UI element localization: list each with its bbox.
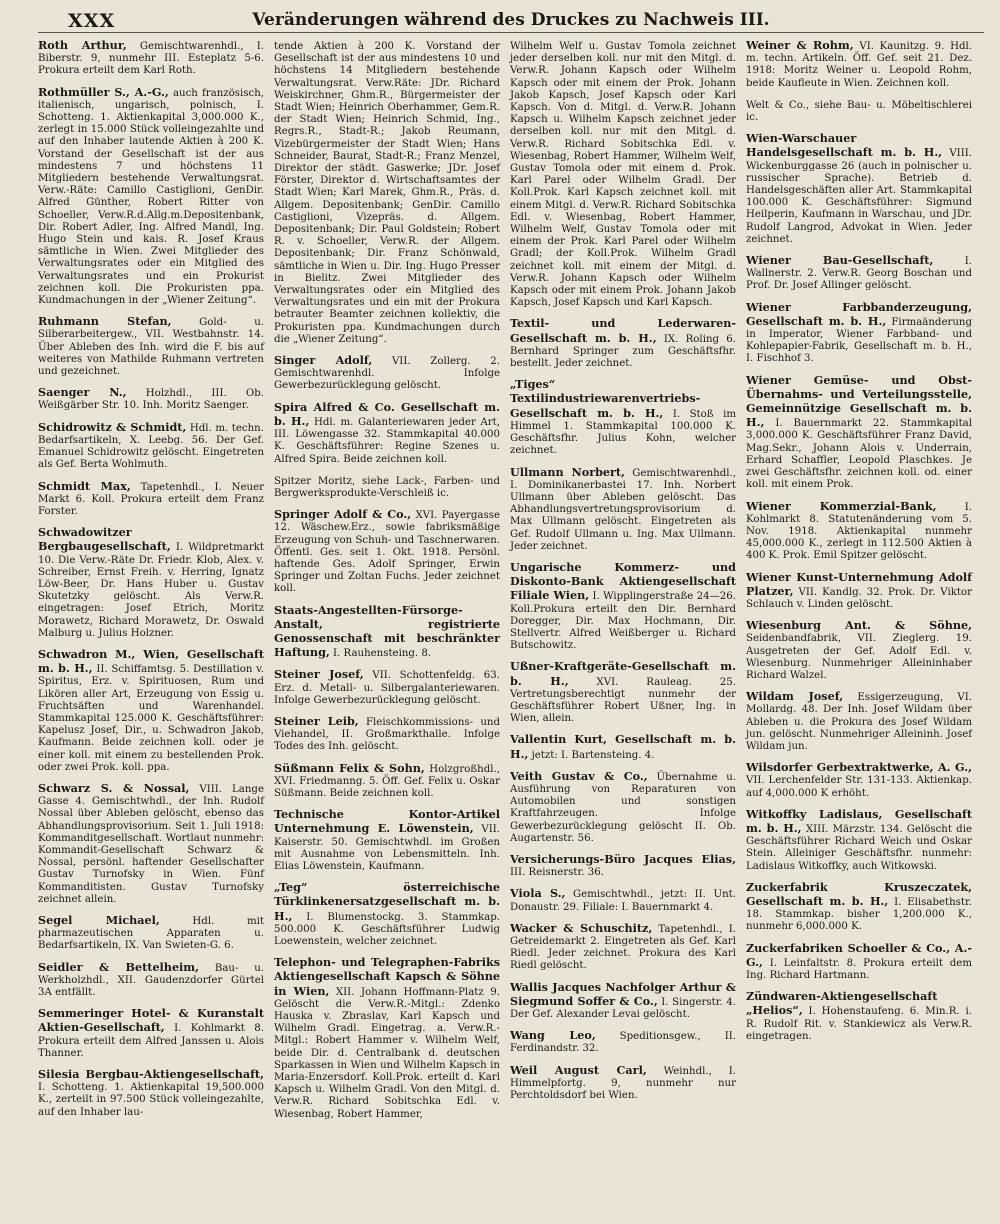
registry-entry: [510, 39, 736, 309]
entry-name: Wiener Kommerzial-Bank,: [746, 498, 937, 513]
registry-entry: [38, 315, 264, 378]
entry-text: VII. Lerchenfelder Str. 131-133. Aktienkap. auf 4,000.000 K erhöht.: [746, 775, 972, 799]
entry-text: VI. Kaunitzg. 9. Hdl. m. techn. Artikeln. Öff. Gef. seit 21. Dez. 1918: Moritz Weiner u. Leopold Rohm, beide Kaufleute in Wien. Zeichnen koll.: [746, 41, 972, 89]
registry-entry: [38, 648, 264, 774]
entry-name: Ruhmann Stefan,: [38, 314, 172, 329]
registry-entry: [746, 132, 972, 246]
registry-entry: [274, 354, 500, 393]
registry-entry: [274, 762, 500, 801]
entry-text: Wilhelm Welf u. Gustav Tomola zeichnet jeder derselben koll. nur mit den Mitgl. d. Verw.R. Johann Kapsch oder Wilhelm Kapsch oder mit einem der Prok. Johann Jakob Kapsch, Josef Kapsch oder Karl Kapsch. Von d. Mitgl. d. Verw.R. Johann Kapsch u. Wilhelm Kapsch zeichnet jeder derselben koll. nur mit den Mitgl. d. Verw.R. Richard Sobitschka Edl. v. Wiesenbag, Robert Hammer, Wilhelm Welf, Gustav Tomola oder mit einem d. Prok. Karl Parel oder Wilhelm Gradl. Der Koll.Prok. Karl Kapsch zeichnet koll. mit einem Mitgl. d. Verw.R. Richard Sobitschka Edl. v. Wiesenbag, Robert Hammer, Wilhelm Welf, Gustav Tomola oder mit einem der Prok. Karl Parel oder Wilhelm Gradl; der Koll.Prok. Wilhelm Gradl zeichnet koll. mit einem der Mitgl. d. Verw.R. Johann Kapsch oder Wilhelm Kapsch oder mit einem Prok. Johann Jakob Kapsch, Josef Kapsch und Karl Kapsch.: [510, 41, 736, 309]
entry-text: Gemischtwarenhdl., I. Biberstr. 9, nunmehr III. Esteplatz 5-6. Prokura erteilt dem Karl Roth.: [38, 41, 264, 77]
entry-text: Tapetenhdl., I. Getreidemarkt 2. Eingetreten als Gef. Karl Riedl. Jeder zeichnet. Prokura des Karl Riedl gelöscht.: [510, 923, 736, 972]
entry-text: I. Wildpretmarkt 10. Die Verw.-Räte Dr. Friedr. Klob, Alex. v. Schreiber, Ernst Freih. v. Herring, Ignatz Löw-Beer, Dr. Hans Huber u. Gustav Skutetzky gelöscht. Als Verw.R. eingetragen: Josef Etrich, Moritz Morawetz, Richard Morawetz, Dr. Oswald Malburg u. Julius Holzner.: [38, 542, 264, 639]
entry-text: I. Elisabethstr. 18. Stammkap. bisher 1,200.000 K., nunmehr 6,000.000 K.: [746, 896, 972, 933]
entry-text: VII. Zollerg. 2. Gemischtwarenhdl. Infolge Gewerbezurücklegung gelöscht.: [274, 356, 501, 392]
entry-text: jetzt: I. Bartensteing. 4.: [528, 749, 655, 761]
registry-entry: [510, 1029, 736, 1055]
entry-text: Gemischtwhdl., jetzt: II. Unt. Donaustr. 29. Filiale: I. Bauernmarkt 4.: [510, 889, 737, 913]
registry-entry: [746, 942, 972, 983]
entry-text: Hdl. m. techn. Bedarfsartikeln, X. Leebg. 56. Der Gef. Emanuel Schidrowitz gelöscht. Eingetreten als Gef. Berta Wohlmuth.: [38, 422, 264, 471]
entry-name: Steiner Josef,: [274, 667, 364, 682]
entry-text: Holzhdl., III. Ob. Weißgärber Str. 10. Inh. Moritz Saenger.: [38, 388, 264, 412]
entry-text: I. Kohlmarkt 8. Prokura erteilt dem Alfred Janssen u. Alois Thanner.: [38, 1023, 264, 1059]
entry-text: XIII. Märzstr. 134. Gelöscht die Geschäftsführer Richard Weich und Oskar Stein. Alleiniger Geschäftsfhr. nunmehr: Ladislaus Witkoffky, auch Witkowski.: [746, 823, 972, 872]
entry-name: Vallentin Kurt, Gesellschaft m. b. H.,: [510, 732, 736, 761]
entry-text: XII. Johann Hoffmann-Platz 9. Gelöscht die Verw.R.-Mitgl.: Zdenko Hauska v. Zbraslav, Karl Kapsch und Wilhelm Gradl. Eingetrag. a. Verw.R.-Mitgl.: Robert Hammer v. Wilhelm Welf, beide Dir. d. Centralbank d. deutschen Sparkassen in Wien und Wilhelm Kapsch in Maria-Enzersdorf. Koll.Prok. erteilt d. Karl Kapsch u. Wilhelm Gradl. Von den Mitgl. d. Verw.R. Richard Sobitschka Edl. v. Wiesenbag, Robert Hammer,: [274, 986, 500, 1120]
entry-text: Bau- u. Werkholzhdl., XII. Gaudenzdorfer Gürtel 3A entfällt.: [38, 962, 264, 999]
entry-name: „Teg“ österreichische Türklinkenersatzgesellschaft m. b. H.,: [274, 880, 500, 923]
entry-text: I. Stoß im Himmel 1. Stammkapital 100.000 K. Geschäftsfhr. Julius Kohn, welcher zeichnet.: [510, 408, 736, 457]
entry-text: II. Schiffamtsg. 5. Destillation v. Spiritus, Erz. v. Spirituosen, Rum und Likören aller Art, Erzeugung von Essig u. Fruchtsäften und Warenhandel. Stammkapital 125.000 K. Geschäftsführer: Kapelusz Josef, Dir., u. Schwadron Jakob, Kaufmann. Beide zeichnen koll. oder je einer koll. mit einem zu bestellenden Prok. oder zwei Prok. koll. ppa.: [38, 664, 265, 773]
registry-entry: [746, 881, 972, 934]
entry-name: Zuckerfabrik Kruszeczatek, Gesellschaft m. b. H.,: [746, 879, 972, 908]
entry-name: Wiener Farbbanderzeugung, Gesellschaft m. b. H.,: [746, 299, 972, 328]
registry-entry: [510, 561, 736, 652]
entry-text: I. Kohlmarkt 8. Statutenänderung vom 5. Nov. 1918. Aktienkapital nunmehr 45,000.000 K., zerlegt in 112.500 Aktien à 400 K. Prok. Emil Spitzer gelöscht.: [746, 501, 972, 562]
entry-name: Rothmüller S., A.-G.,: [38, 84, 169, 99]
entry-text: I. Rauhensteing. 8.: [329, 648, 432, 660]
registry-entry: [274, 39, 500, 346]
column: [274, 39, 500, 1129]
entry-name: Schwadowitzer Bergbaugesellschaft,: [38, 525, 171, 554]
entry-text: Speditionsgew., II. Ferdinandstr. 32.: [510, 1031, 736, 1055]
entry-name: Ullmann Norbert,: [510, 464, 625, 479]
entry-text: Firmaänderung in Imperator, Wiener Farbband- und Kohlepapier-Fabrik, Gesellschaft m. b. H., I. Fischhof 3.: [746, 316, 972, 365]
entry-name: Wacker & Schuschitz,: [510, 920, 653, 935]
registry-entry: [274, 668, 500, 707]
registry-entry: [38, 1068, 264, 1119]
entry-name: Staats-Angestellten-Fürsorge-Anstalt, registrierte Genossenschaft mit beschränkter Haftung,: [274, 602, 500, 660]
registry-entry: [274, 956, 500, 1121]
entry-text: Hdl. m. Galanteriewaren jeder Art, III. Löwengasse 32. Stammkapital 40.000 K. Geschäftsführer: Regine Szenes u. Alfred Spira. Beide zeichnen koll.: [274, 416, 500, 465]
entry-name: Wildam Josef,: [746, 689, 844, 704]
entry-text: Tapetenhdl., I. Neuer Markt 6. Koll. Prokura erteilt dem Franz Forster.: [38, 481, 264, 517]
registry-entry: [274, 715, 500, 754]
entry-text: tende Aktien à 200 K. Vorstand der Gesellschaft ist der aus mindestens 10 und höchstens 14 Mitgliedern bestehende Verwaltungsrat. Verw.Räte: JDr. Richard Weiskirchner, Ghm.R., Bürgermeister der Stadt Wien; Heinrich Oberhammer, Gem.R. der Stadt Wien; Heinrich Schmid, Ing., Regrs.R., Stadt-R.; Jakob Reumann, Vizebürgermeister der Stadt Wien; Hans Schneider, Baurat, Stadt-R.; Franz Menzel, Direktor der städt. Gaswerke; JDr. Josef Förster, Direktor d. Wirtschaftsamtes der Stadt Wien; Karl Marek, Ghm.R., Präs. d. Allgem. Depositenbank; GenDir. Camillo Castiglioni, Vizepräs. d. Allgem. Depositenbank; Dir. Paul Goldstein; Robert R. v. Schoeller, Verw.R. der Allgem. Depositenbank; Dir. Franz Schönwald, sämtliche in Wien u. Dir. Ing. Hugo Presser in Bielitz. Zwei Mitglieder des Verwaltungsrates oder ein Mitglied des Verwaltungsrates und ein mit der Prokura betrauter Beamter zeichnen kollektiv, die Prokuristen ppa. Kundmachungen durch die „Wiener Zeitung“.: [274, 41, 500, 345]
entry-name: Roth Arthur,: [38, 38, 127, 52]
entry-text: I. Bauernmarkt 22. Stammkapital 3,000.000 K. Geschäftsführer Franz David, Mag.Sekr., Johann Alois v. Underrain, Erhard Schaffler, Leopold Plaschkes. Je zwei Geschäftsfhr. zeichnen koll. od. einer koll. mit einem Prok.: [746, 418, 972, 491]
entry-text: I. Wallnerstr. 2. Verw.R. Georg Boschan und Prof. Dr. Josef Allinger gelöscht.: [746, 256, 972, 292]
entry-text: VII. Kandlg. 32. Prok. Dr. Viktor Schlauch v. Linden gelöscht.: [746, 586, 972, 610]
entry-name: Ungarische Kommerz- und Diskonto-Bank Aktiengesellschaft Filiale Wien,: [510, 559, 736, 603]
entry-text: Holzgroßhdl., XVI. Friedmanng. 5. Öff. Gef. Felix u. Oskar Süßmann. Beide zeichnen koll.: [274, 763, 500, 799]
entry-name: Zündwaren-Aktiengesellschaft „Helios“,: [746, 989, 938, 1018]
entry-text: I. Schotteng. 1. Aktienkapital 19,500.000 K., zerteilt in 97.500 Stück volleingezahlte, auf den Inhaber lau-: [38, 1082, 264, 1118]
entry-name: Zuckerfabriken Schoeller & Co., A.-G.,: [746, 940, 972, 969]
registry-entry: [746, 39, 972, 90]
entry-text: I. Wipplingerstraße 24—26. Koll.Prokura erteilt den Dir. Bernhard Doregger, Dir. Max Hochmann, Dir. Stellvertr. Alfred Weißberger u. Richard Butschowitz.: [510, 591, 736, 652]
entry-text: Welt & Co., siehe Bau- u. Möbeltischlerei ic.: [746, 99, 972, 124]
entry-text: VII. Kaiserstr. 50. Gemischtwhdl. im Großen mit Ausnahme von Lebensmitteln. Inh. Elias Löwenstein, Kaufmann.: [274, 824, 501, 872]
entry-text: III. Reisnerstr. 36.: [510, 867, 604, 879]
entry-text: Spitzer Moritz, siehe Lack-, Farben- und Bergwerksprodukte-Verschleiß ic.: [274, 475, 500, 499]
registry-entry: [746, 254, 972, 293]
entry-text: Gold- u. Silberarbeitergew., VII. Westbahnstr. 14. Über Ableben des Inh. wird die F. bis auf weiteres von Mathilde Ruhmann vertreten und gezeichnet.: [38, 317, 264, 378]
registry-entry: [274, 881, 500, 948]
entry-text: I. Leinfaltstr. 8. Prokura erteilt dem Ing. Richard Hartmann.: [746, 957, 972, 981]
registry-entry: [38, 914, 264, 953]
entry-name: Schmidt Max,: [38, 478, 131, 493]
registry-entry: [274, 401, 500, 466]
registry-entry: [38, 86, 264, 308]
entry-text: Essigerzeugung, VI. Mollardg. 48. Der Inh. Josef Wildam über Ableben u. die Prokura des Josef Wildam jun. gelöscht. Nunmehriger Alleininh. Josef Wildam jun.: [746, 692, 973, 752]
entry-name: Saenger N.,: [38, 385, 127, 400]
registry-entry: [510, 770, 736, 845]
registry-entry: [746, 808, 972, 873]
registry-entry: [510, 660, 736, 725]
registry-entry: [38, 1007, 264, 1060]
registry-entry: [274, 474, 500, 500]
registry-entry: [746, 690, 972, 753]
entry-name: Süßmann Felix & Sohn,: [274, 760, 425, 775]
column: [38, 39, 264, 1129]
registry-entry: [746, 500, 972, 563]
page-title: Veränderungen während des Druckes zu Nachweis III.: [252, 10, 770, 30]
entry-text: IX. Roling 6. Bernhard Springer zum Geschäftsfhr. bestellt. Jeder zeichnet.: [510, 333, 737, 370]
entry-name: Schwadron M., Wien, Gesellschaft m. b. H.,: [38, 646, 264, 676]
registry-entry: [510, 887, 736, 913]
registry-entry: [510, 466, 736, 553]
columns-container: [38, 39, 984, 1129]
registry-entry: [746, 990, 972, 1043]
entry-name: Telephon- und Telegraphen-Fabriks Aktiengesellschaft Kapsch & Söhne in Wien,: [274, 955, 500, 998]
registry-entry: [746, 301, 972, 366]
entry-text: XVI. Payergasse 12. Wäschew.Erz., sowie fabriksmäßige Erzeugung von Schuh- und Taschnerwaren. Öffentl. Ges. seit 1. Okt. 1918. Persönl. haftende Ges. Adolf Springer, Erwin Springer und Zoltan Fuchs. Jeder zeichnet koll.: [274, 510, 500, 595]
entry-name: Singer Adolf,: [274, 353, 373, 368]
registry-entry: [510, 853, 736, 879]
entry-name: Versicherungs-Büro Jacques Elias,: [510, 851, 736, 866]
entry-name: Schwarz S. & Nossal,: [38, 780, 190, 795]
entry-text: I. Hohenstaufeng. 6. Min.R. i. R. Rudolf Rit. v. Stankiewicz als Verw.R. eingetragen.: [746, 1006, 972, 1042]
entry-text: VIII. Wickenburggasse 26 (auch in polnischer u. russischer Sprache). Betrieb d. Handelsgeschäften aller Art. Stammkapital 100.000 K. Geschäftsführer: Sigmund Heilperin, Kaufmann in Warschau, und JDr. Rudolf Langrod, Advokat in Wien. Jeder zeichnet.: [746, 148, 972, 245]
registry-entry: [746, 761, 972, 800]
entry-text: Weinhdl., I. Himmelpfortg. 9, nunmehr nur Perchtoldsdorf bei Wien.: [510, 1065, 736, 1102]
entry-name: Witkoffky Ladislaus, Gesellschaft m. b. H.,: [746, 806, 972, 835]
entry-name: Wang Leo,: [510, 1028, 596, 1043]
column: [510, 39, 736, 1129]
entry-name: Wiener Bau-Gesellschaft,: [746, 253, 934, 268]
registry-entry: [274, 508, 500, 595]
registry-entry: [274, 808, 500, 873]
registry-entry: [510, 317, 736, 370]
registry-entry: [746, 571, 972, 612]
registry-entry: [510, 733, 736, 761]
column: [746, 39, 972, 1129]
entry-name: Weil August Carl,: [510, 1062, 647, 1077]
entry-text: I. Singerstr. 4. Der Gef. Alexander Levai gelöscht.: [510, 996, 736, 1021]
entry-text: VII. Schottenfeldg. 63. Erz. d. Metall- u. Silbergalanteriewaren. Infolge Gewerbezurücklegung gelöscht.: [274, 670, 500, 706]
entry-name: Viola S.,: [510, 886, 566, 901]
page-number: XXX: [68, 10, 116, 32]
registry-entry: [274, 604, 500, 661]
entry-name: Silesia Bergbau-Aktiengesellschaft,: [38, 1067, 264, 1082]
registry-entry: [38, 782, 264, 906]
entry-text: VIII. Lange Gasse 4. Gemischtwhdl., der Inh. Rudolf Nossal über Ableben gelöscht, ebenso das Abhandlungsprovisorium. Seit 1. Juli 1918: Kommanditgesellschaft. Wortlaut nunmehr: Kommandit-Gesellschaft Schwarz & Nossal, persönl. haftender Gesellschafter Gustav Turnofsky in Wien. Fünf Kommanditisten. Gustav Turnofsky zeichnet allein.: [38, 783, 264, 905]
entry-name: Steiner Leib,: [274, 713, 359, 728]
entry-name: Semmeringer Hotel- & Kuranstalt Aktien-Gesellschaft,: [38, 1006, 264, 1035]
entry-name: Technische Kontor-Artikel Unternehmung E. Löwenstein,: [274, 807, 500, 836]
page-header: [38, 6, 984, 33]
entry-name: Springer Adolf & Co.,: [274, 507, 412, 522]
registry-entry: [38, 480, 264, 519]
registry-entry: [746, 98, 972, 124]
registry-entry: [510, 922, 736, 973]
entry-name: Wiener Gemüse- und Obst-Übernahms- und Verteilungsstelle, Gemeinnützige Gesellschaft m. b. H.,: [746, 372, 972, 430]
entry-name: Veith Gustav & Co.,: [510, 768, 648, 783]
entry-text: XVI. Rauleag. 25. Vertretungsberechtigt nunmehr der Geschäftsführer Robert Ußner, Ing. in Wien, allein.: [510, 676, 736, 725]
entry-name: Seidler & Bettelheim,: [38, 959, 200, 974]
entry-name: Wallis Jacques Nachfolger Arthur & Siegmund Soffer & Co.,: [510, 979, 736, 1008]
entry-text: Hdl. mit pharmazeutischen Apparaten u. Bedarfsartikeln, IX. Van Swieten-G. 6.: [38, 916, 264, 952]
entry-name: Schidrowitz & Schmidt,: [38, 419, 187, 434]
registry-entry: [746, 374, 972, 492]
entry-name: Spira Alfred & Co. Gesellschaft m. b. H.,: [274, 399, 500, 428]
registry-entry: [510, 981, 736, 1022]
registry-entry: [510, 1064, 736, 1103]
entry-name: „Tiges“ Textilindustriewarenvertriebs-Gesellschaft m. b. H.,: [510, 377, 701, 420]
registry-entry: [38, 386, 264, 412]
registry-entry: [38, 39, 264, 78]
registry-entry: [38, 421, 264, 472]
entry-name: Wien-Warschauer Handelsgesellschaft m. b. H.,: [746, 131, 943, 160]
entry-name: Wilsdorfer Gerbextraktwerke, A. G.,: [746, 760, 972, 775]
registry-entry: [746, 619, 972, 682]
entry-text: Seidenbandfabrik, VII. Zieglerg. 19. Ausgetreten der Gef. Adolf Edl. v. Wiesenburg. Nunmehriger Alleininhaber Richard Walzel.: [746, 633, 972, 681]
entry-name: Weiner & Rohm,: [746, 38, 854, 52]
entry-name: Wiener Kunst-Unternehmung Adolf Platzer,: [746, 569, 972, 598]
entry-text: Gemischtwarenhdl., I. Dominikanerbastei 17. Inh. Norbert Ullmann über Ableben gelöscht. Das Abhandlungsvertretungsprovisorium d. Max Ullmann gelöscht. Eingetreten als Gef. Rudolf Ullmann u. Ing. Max Ullmann. Jeder zeichnet.: [510, 467, 736, 552]
entry-name: Textil- und Lederwaren-Gesellschaft m. b. H.,: [510, 316, 736, 345]
entry-text: auch französisch, italienisch, ungarisch, polnisch, I. Schotteng. 1. Aktienkapital 3,000.000 K., zerlegt in 15.000 Stück volleingezahlte und auf den Inhaber lautende Aktien à 200 K. Vorstand der Gesellschaft ist der aus mindestens 7 und höchstens 11 Mitgliedern bestehende Verwaltungsrat. Verw.-Räte: Camillo Castiglioni, GenDir. Alfred Günther, Robert Ritter von Schoeller, Verw.R.d.Allg.m.Depositenbank, Dir. Robert Adler, Ing. Alfred Mandl, Ing. Hugo Stein und kais. R. Josef Kraus sämtliche in Wien. Zwei Mitglieder des Verwaltungsrates oder ein Mitglied des Verwaltungsrates und ein Prokurist zeichnen koll. Die Prokuristen ppa. Kundmachungen in der „Wiener Zeitung“.: [38, 87, 264, 307]
registry-entry: [38, 961, 264, 1000]
registry-entry: [38, 526, 264, 640]
entry-name: Ußner-Kraftgeräte-Gesellschaft m. b. H.,: [510, 659, 736, 688]
registry-entry: [510, 378, 736, 457]
entry-text: Fleischkommissions- und Viehandel, II. Großmarkthalle. Infolge Todes des Inh. gelöscht.: [274, 716, 500, 753]
entry-name: Wiesenburg Ant. & Söhne,: [746, 618, 972, 633]
entry-name: Segel Michael,: [38, 913, 160, 927]
entry-text: I. Blumenstockg. 3. Stammkap. 500.000 K. Geschäftsführer Ludwig Loewenstein, welcher zeichnet.: [274, 911, 500, 947]
entry-text: Übernahme u. Ausführung von Reparaturen von Automobilen und sonstigen Kraftfahrzeugen. Infolge Gewerbezurücklegung gelöscht II. Ob. Augartenstr. 56.: [510, 771, 736, 844]
